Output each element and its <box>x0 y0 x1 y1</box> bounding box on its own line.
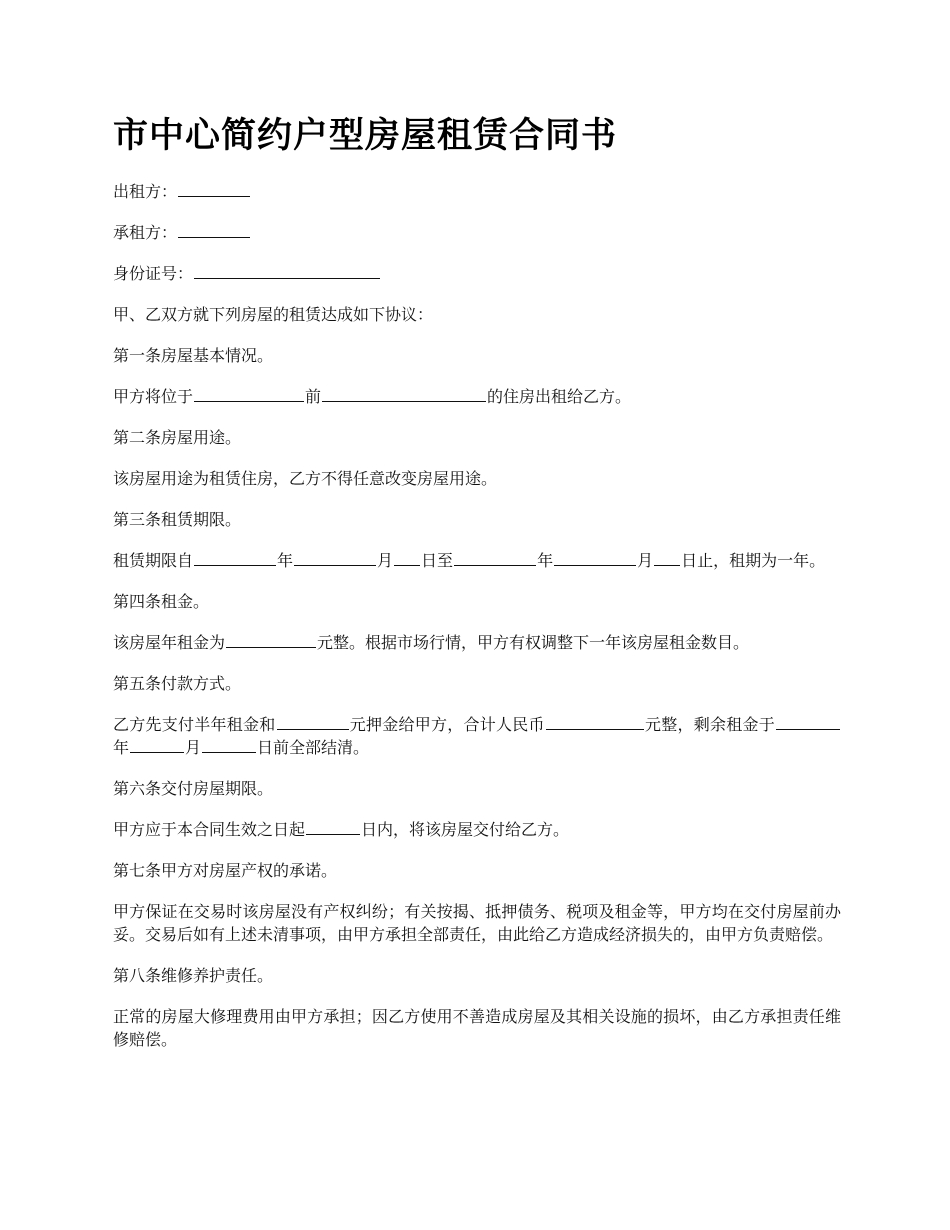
location-blank[interactable] <box>194 385 304 402</box>
text-segment: 月 <box>185 738 202 757</box>
text-segment: 乙方先支付半年租金和 <box>113 715 276 734</box>
text-segment: 租赁期限自 <box>113 551 194 570</box>
article-8-heading: 第八条维修养护责任。 <box>113 966 274 985</box>
text-segment: 甲方将位于 <box>113 387 194 406</box>
text-segment: 日止，租期为一年。 <box>681 551 826 570</box>
end-day-blank[interactable] <box>654 549 680 566</box>
lessor-field <box>113 180 841 203</box>
lessee-field <box>113 221 841 244</box>
article-4-heading: 第四条租金。 <box>113 592 210 611</box>
article-7-body: 甲方保证在交易时该房屋没有产权纠纷；有关按揭、抵押债务、税项及租金等，甲方均在交付房屋前办妥。交易后如有上述未清事项，由甲方承担全部责任，由此给乙方造成经济损失的，由甲方负责赔偿。 <box>113 902 841 944</box>
lessee-blank[interactable] <box>178 221 250 238</box>
article-4-body <box>113 631 841 654</box>
document-title: 市中心简约户型房屋租赁合同书 <box>113 116 618 156</box>
settle-month-blank[interactable] <box>130 736 184 753</box>
start-year-blank[interactable] <box>194 549 276 566</box>
lessor-blank[interactable] <box>178 180 250 197</box>
article-1-body <box>113 385 841 408</box>
text-segment: 甲方应于本合同生效之日起 <box>113 820 306 839</box>
article-8-body: 正常的房屋大修理费用由甲方承担；因乙方使用不善造成房屋及其相关设施的损坏，由乙方承担责任维修赔偿。 <box>113 1007 841 1049</box>
text-segment: 月 <box>377 551 394 570</box>
address-blank[interactable] <box>322 385 486 402</box>
article-2-heading: 第二条房屋用途。 <box>113 428 242 447</box>
deposit-blank[interactable] <box>277 713 349 730</box>
annual-rent-blank[interactable] <box>226 631 316 648</box>
text-segment: 前 <box>305 387 322 406</box>
settle-day-blank[interactable] <box>202 736 256 753</box>
start-month-blank[interactable] <box>294 549 376 566</box>
article-2-body: 该房屋用途为租赁住房，乙方不得任意改变房屋用途。 <box>113 469 498 488</box>
lessee-label: 承租方： <box>113 223 178 242</box>
article-5-heading: 第五条付款方式。 <box>113 674 242 693</box>
text-segment: 日前全部结清。 <box>257 738 370 757</box>
contract-page <box>113 112 841 1069</box>
lessor-label: 出租方： <box>113 182 178 201</box>
id-number-label: 身份证号： <box>113 264 194 283</box>
text-segment: 年 <box>537 551 554 570</box>
total-amount-blank[interactable] <box>546 713 644 730</box>
intro-paragraph: 甲、乙双方就下列房屋的租赁达成如下协议： <box>113 305 434 324</box>
article-5-body <box>113 713 841 759</box>
text-segment: 元整。根据市场行情，甲方有权调整下一年该房屋租金数目。 <box>317 633 750 652</box>
text-segment: 年 <box>113 738 130 757</box>
id-number-blank[interactable] <box>194 262 380 279</box>
article-1-heading: 第一条房屋基本情况。 <box>113 346 274 365</box>
end-month-blank[interactable] <box>554 549 636 566</box>
delivery-days-blank[interactable] <box>306 818 360 835</box>
id-number-field <box>113 262 841 285</box>
article-7-heading: 第七条甲方对房屋产权的承诺。 <box>113 861 338 880</box>
article-3-heading: 第三条租赁期限。 <box>113 510 242 529</box>
end-year-blank[interactable] <box>454 549 536 566</box>
text-segment: 的住房出租给乙方。 <box>487 387 632 406</box>
text-segment: 月 <box>637 551 654 570</box>
start-day-blank[interactable] <box>394 549 420 566</box>
text-segment: 元整，剩余租金于 <box>644 715 775 734</box>
settle-year-blank[interactable] <box>776 713 840 730</box>
article-6-heading: 第六条交付房屋期限。 <box>113 779 274 798</box>
text-segment: 年 <box>277 551 294 570</box>
text-segment: 日内，将该房屋交付给乙方。 <box>361 820 570 839</box>
text-segment: 该房屋年租金为 <box>113 633 226 652</box>
article-6-body <box>113 818 841 841</box>
article-3-body <box>113 549 841 572</box>
text-segment: 日至 <box>421 551 454 570</box>
text-segment: 元押金给甲方，合计人民币 <box>349 715 545 734</box>
